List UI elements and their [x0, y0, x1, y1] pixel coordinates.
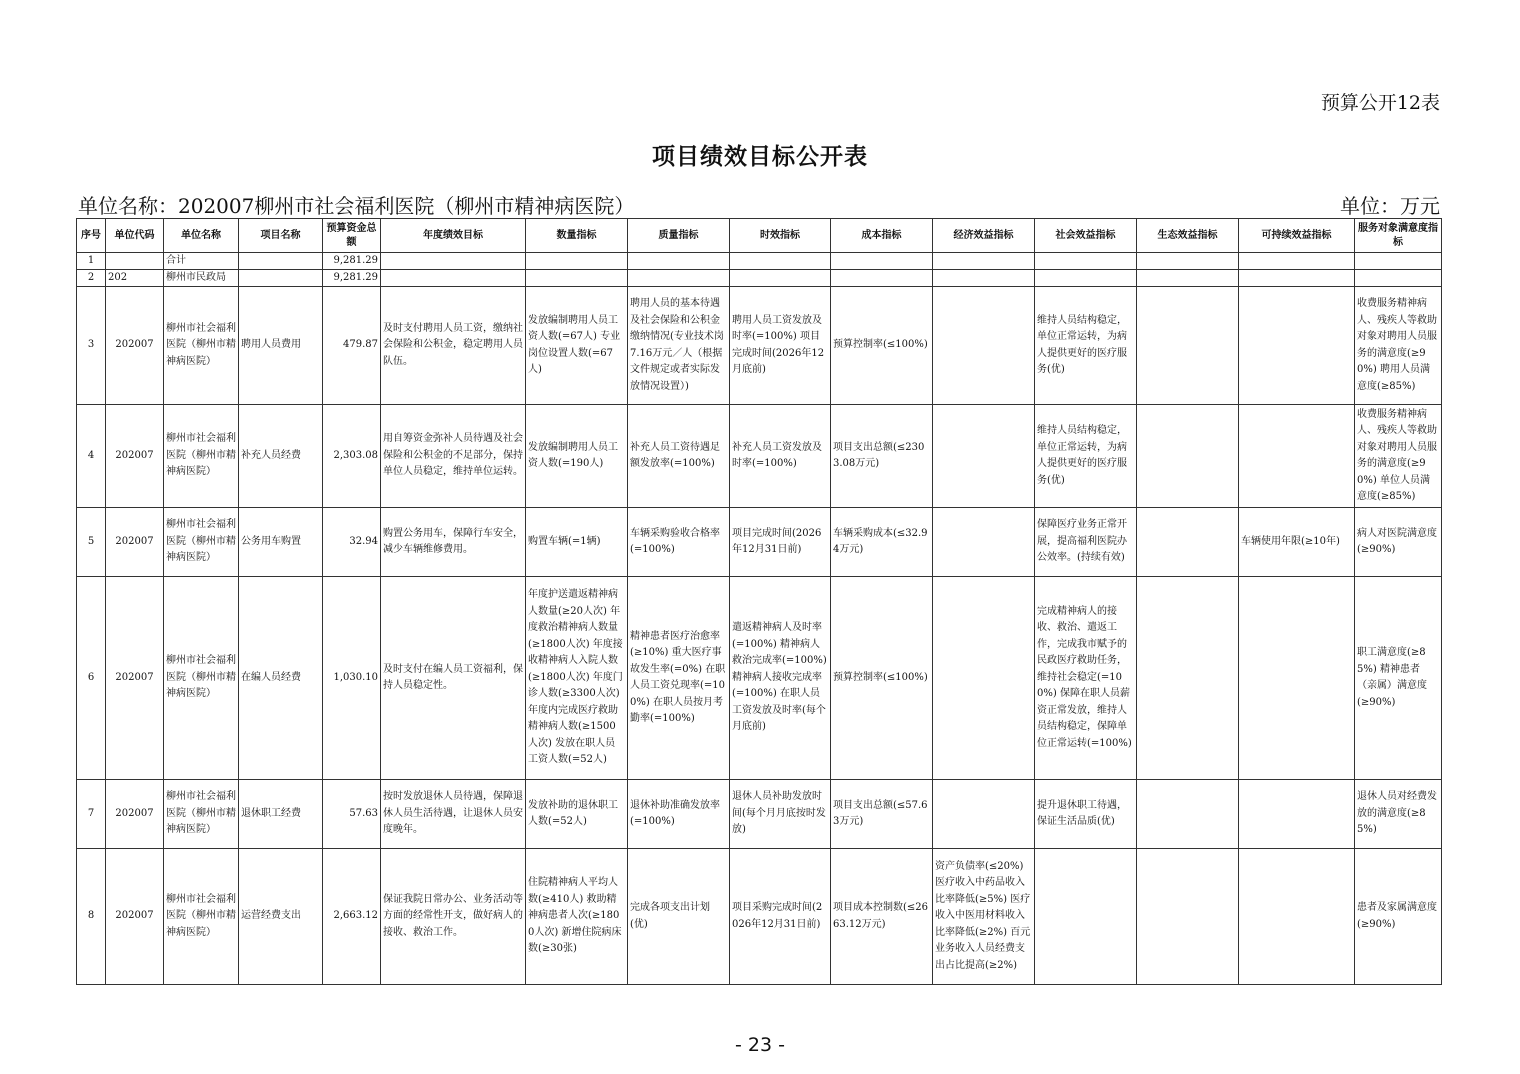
table-cell	[1137, 405, 1239, 508]
table-number-label: 预算公开12表	[1320, 92, 1440, 114]
table-cell: 车辆采购验收合格率(=100%)	[628, 508, 730, 577]
table-cell: 9,281.29	[323, 253, 381, 270]
table-cell	[526, 253, 628, 270]
table-cell: 遣返精神病人及时率(=100%) 精神病人救治完成率(=100%) 精神病人接收完成率(=100%) 在职人员工资发放及时率(每个月底前)	[730, 577, 831, 780]
table-cell: 购置公务用车，保障行车安全，减少车辆维修费用。	[381, 508, 526, 577]
table-cell	[526, 270, 628, 287]
table-cell: 公务用车购置	[239, 508, 323, 577]
table-cell	[1137, 577, 1239, 780]
table-row	[77, 270, 1442, 287]
table-cell: 补充人员经费	[239, 405, 323, 508]
table-cell: 2	[77, 270, 106, 287]
table-cell: 保证我院日常办公、业务活动等方面的经常性开支，做好病人的接收、救治工作。	[381, 849, 526, 985]
table-cell: 4	[77, 405, 106, 508]
table-row	[77, 577, 1442, 780]
table-cell: 聘用人员费用	[239, 287, 323, 405]
table-cell	[1137, 270, 1239, 287]
table-cell: 202007	[106, 849, 164, 985]
table-cell	[933, 270, 1035, 287]
header-row	[77, 219, 1442, 253]
table-cell	[1035, 849, 1137, 985]
table-cell: 2,663.12	[323, 849, 381, 985]
table-cell: 按时发放退休人员待遇，保障退休人员生活待遇，让退休人员安度晚年。	[381, 780, 526, 849]
table-cell: 项目完成时间(2026年12月31日前)	[730, 508, 831, 577]
table-cell: 202007	[106, 577, 164, 780]
unit-line	[78, 190, 1440, 219]
header-cell: 序号	[77, 219, 106, 253]
table-cell	[1137, 849, 1239, 985]
table-cell	[730, 253, 831, 270]
table-row	[77, 780, 1442, 849]
table-cell: 202007	[106, 780, 164, 849]
table-cell: 柳州市社会福利医院（柳州市精神病医院）	[164, 287, 239, 405]
table-cell: 柳州市社会福利医院（柳州市精神病医院）	[164, 405, 239, 508]
table-cell: 1,030.10	[323, 577, 381, 780]
table-cell	[831, 270, 933, 287]
table-cell: 柳州市社会福利医院（柳州市精神病医院）	[164, 577, 239, 780]
table-cell	[239, 253, 323, 270]
table-cell	[831, 253, 933, 270]
table-cell: 合计	[164, 253, 239, 270]
performance-table	[76, 218, 1442, 985]
table-cell: 完成各项支出计划(优)	[628, 849, 730, 985]
table-cell: 9,281.29	[323, 270, 381, 287]
table-cell: 完成精神病人的接收、救治、遣返工作，完成我市赋予的民政医疗救助任务，维持社会稳定(=100%) 保障在职人员薪资正常发放，维持人员结构稳定，保障单位正常运转(=100%)	[1035, 577, 1137, 780]
table-cell: 479.87	[323, 287, 381, 405]
table-cell	[239, 270, 323, 287]
table-cell: 保障医疗业务正常开展，提高福利医院办公效率。(持续有效)	[1035, 508, 1137, 577]
table-cell: 退休补助准确发放率(=100%)	[628, 780, 730, 849]
header-cell: 社会效益指标	[1035, 219, 1137, 253]
table-cell: 聘用人员的基本待遇及社会保险和公积金缴纳情况(专业技术岗7.16万元／人（根据文件规定或者实际发放情况设置）)	[628, 287, 730, 405]
table-cell	[628, 253, 730, 270]
header-cell: 项目名称	[239, 219, 323, 253]
table-cell: 发放编制聘用人员工资人数(=67人) 专业岗位设置人数(=67人)	[526, 287, 628, 405]
table-cell	[1239, 270, 1355, 287]
table-cell: 退休人员补助发放时间(每个月月底按时发放)	[730, 780, 831, 849]
table-cell: 及时支付聘用人员工资，缴纳社会保险和公积金，稳定聘用人员队伍。	[381, 287, 526, 405]
table-cell: 柳州市民政局	[164, 270, 239, 287]
table-cell: 退休职工经费	[239, 780, 323, 849]
table-row	[77, 287, 1442, 405]
table-cell: 维持人员结构稳定，单位正常运转，为病人提供更好的医疗服务(优)	[1035, 405, 1137, 508]
table-cell	[1239, 577, 1355, 780]
table-cell: 57.63	[323, 780, 381, 849]
table-cell	[1355, 253, 1442, 270]
header-cell: 数量指标	[526, 219, 628, 253]
table-cell: 购置车辆(=1辆)	[526, 508, 628, 577]
table-cell	[933, 577, 1035, 780]
table-cell: 7	[77, 780, 106, 849]
table-cell: 202007	[106, 508, 164, 577]
header-cell: 单位名称	[164, 219, 239, 253]
table-cell	[1035, 270, 1137, 287]
table-cell: 预算控制率(≤100%)	[831, 577, 933, 780]
header-cell: 经济效益指标	[933, 219, 1035, 253]
table-cell: 32.94	[323, 508, 381, 577]
table-row	[77, 253, 1442, 270]
table-cell	[1239, 287, 1355, 405]
table-cell: 项目支出总额(≤2303.08万元)	[831, 405, 933, 508]
table-cell: 年度护送遣返精神病人数量(≥20人次) 年度救治精神病人数量(≥1800人次) 年度接收精神病人入院人数(≥1800人次) 年度门诊人数(≥3300人次) 年度内完成医疗救助精神病人数(≥1500人次) 发放在职人员工资人数(=52人)	[526, 577, 628, 780]
header-cell: 生态效益指标	[1137, 219, 1239, 253]
table-cell	[1137, 780, 1239, 849]
table-body	[77, 253, 1442, 985]
currency-unit: 单位：万元	[1340, 194, 1440, 218]
table-cell: 运营经费支出	[239, 849, 323, 985]
table-cell	[381, 270, 526, 287]
header-cell: 时效指标	[730, 219, 831, 253]
header-cell: 成本指标	[831, 219, 933, 253]
header-cell: 预算资金总额	[323, 219, 381, 253]
table-cell	[1137, 287, 1239, 405]
table-cell: 资产负债率(≤20%) 医疗收入中药品收入比率降低(≥5%) 医疗收入中医用材料收入比率降低(≥2%) 百元业务收入人员经费支出占比提高(≥2%)	[933, 849, 1035, 985]
table-cell: 维持人员结构稳定，单位正常运转，为病人提供更好的医疗服务(优)	[1035, 287, 1137, 405]
table-cell: 补充人员工资待遇足额发放率(=100%)	[628, 405, 730, 508]
header-cell: 服务对象满意度指标	[1355, 219, 1442, 253]
table-cell	[1137, 508, 1239, 577]
table-cell: 患者及家属满意度(≥90%)	[1355, 849, 1442, 985]
table-cell	[1239, 405, 1355, 508]
table-cell: 202007	[106, 287, 164, 405]
table-cell: 退休人员对经费发放的满意度(≥85%)	[1355, 780, 1442, 849]
table-cell	[628, 270, 730, 287]
table-cell	[933, 405, 1035, 508]
table-cell: 6	[77, 577, 106, 780]
unit-name: 单位名称：202007柳州市社会福利医院（柳州市精神病医院）	[78, 194, 635, 218]
table-cell: 5	[77, 508, 106, 577]
table-cell: 收费服务精神病人、残疾人等救助对象对聘用人员服务的满意度(≥90%) 单位人员满意度(≥85%)	[1355, 405, 1442, 508]
table-cell: 202	[106, 270, 164, 287]
table-cell: 收费服务精神病人、残疾人等救助对象对聘用人员服务的满意度(≥90%) 聘用人员满意度(≥85%)	[1355, 287, 1442, 405]
table-cell	[1239, 253, 1355, 270]
table-cell	[106, 253, 164, 270]
table-cell: 发放补助的退休职工人数(=52人)	[526, 780, 628, 849]
table-cell: 柳州市社会福利医院（柳州市精神病医院）	[164, 849, 239, 985]
table-cell: 职工满意度(≥85%) 精神患者（亲属）满意度(≥90%)	[1355, 577, 1442, 780]
page-title: 项目绩效目标公开表	[652, 143, 868, 170]
table-cell: 8	[77, 849, 106, 985]
table-cell: 用自筹资金弥补人员待遇及社会保险和公积金的不足部分，保持单位人员稳定，维持单位运转。	[381, 405, 526, 508]
table-cell	[730, 270, 831, 287]
table-cell: 柳州市社会福利医院（柳州市精神病医院）	[164, 780, 239, 849]
table-cell: 车辆采购成本(≤32.94万元)	[831, 508, 933, 577]
table-cell: 及时支付在编人员工资福利，保持人员稳定性。	[381, 577, 526, 780]
header-cell: 可持续效益指标	[1239, 219, 1355, 253]
table-cell: 项目支出总额(≤57.63万元)	[831, 780, 933, 849]
table-cell	[1137, 253, 1239, 270]
table-cell: 补充人员工资发放及时率(=100%)	[730, 405, 831, 508]
table-cell: 2,303.08	[323, 405, 381, 508]
table-cell: 精神患者医疗治愈率(≥10%) 重大医疗事故发生率(=0%) 在职人员工资兑现率(=100%) 在职人员按月考勤率(=100%)	[628, 577, 730, 780]
table-cell	[1355, 270, 1442, 287]
table-cell	[933, 780, 1035, 849]
table-cell: 聘用人员工资发放及时率(=100%) 项目完成时间(2026年12月底前)	[730, 287, 831, 405]
table-cell	[381, 253, 526, 270]
table-cell: 202007	[106, 405, 164, 508]
table-row	[77, 508, 1442, 577]
header-cell: 年度绩效目标	[381, 219, 526, 253]
table-cell: 车辆使用年限(≥10年)	[1239, 508, 1355, 577]
table-cell	[933, 508, 1035, 577]
table-row	[77, 849, 1442, 985]
table-cell: 3	[77, 287, 106, 405]
table-cell: 在编人员经费	[239, 577, 323, 780]
table-cell	[1239, 780, 1355, 849]
table-cell	[1239, 849, 1355, 985]
table-cell: 住院精神病人平均人数(≥410人) 救助精神病患者人次(≥1800人次) 新增住院病床数(≥30张)	[526, 849, 628, 985]
table-cell: 项目成本控制数(≤2663.12万元)	[831, 849, 933, 985]
table-cell	[933, 287, 1035, 405]
header-cell: 质量指标	[628, 219, 730, 253]
table-cell: 项目采购完成时间(2026年12月31日前)	[730, 849, 831, 985]
table-cell	[933, 253, 1035, 270]
table-row	[77, 405, 1442, 508]
table-cell: 病人对医院满意度(≥90%)	[1355, 508, 1442, 577]
table-cell: 提升退休职工待遇，保证生活品质(优)	[1035, 780, 1137, 849]
header-cell: 单位代码	[106, 219, 164, 253]
table-cell	[1035, 253, 1137, 270]
table-cell: 预算控制率(≤100%)	[831, 287, 933, 405]
table-cell: 柳州市社会福利医院（柳州市精神病医院）	[164, 508, 239, 577]
table-cell: 发放编制聘用人员工资人数(=190人)	[526, 405, 628, 508]
page-number: - 23 -	[735, 1034, 785, 1056]
table-cell: 1	[77, 253, 106, 270]
